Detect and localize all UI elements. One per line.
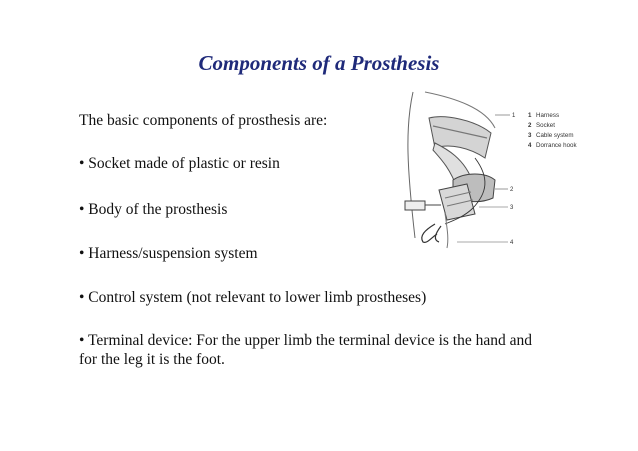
legend-number: 4 [528,142,532,149]
intro-text: The basic components of prosthesis are: [79,112,328,129]
legend-item [528,111,577,121]
legend-item [528,141,577,151]
legend-number: 2 [528,122,532,129]
legend-item [528,121,577,131]
legend-number: 3 [528,132,532,139]
bullet-terminal: • Terminal device: For the upper limb the terminal device is the hand and for the leg it is the foot. [79,332,532,368]
callout-1: 1 [512,113,516,119]
bullet-socket: • Socket made of plastic or resin [79,155,280,172]
legend-label: Dorrance hook [536,142,577,149]
callout-4: 4 [510,240,514,246]
figure-legend [528,111,577,151]
bullet-body: • Body of the prosthesis [79,201,228,218]
callout-3: 3 [510,205,514,211]
legend-label: Socket [536,122,555,129]
bullet-harness: • Harness/suspension system [79,245,258,262]
callout-2: 2 [510,187,514,193]
legend-item [528,131,577,141]
legend-label: Cable system [536,132,574,139]
legend-label: Harness [536,112,560,119]
slide-title: Components of a Prosthesis [198,51,440,75]
legend-number: 1 [528,112,532,119]
bullet-control: • Control system (not relevant to lower limb prostheses) [79,289,427,306]
